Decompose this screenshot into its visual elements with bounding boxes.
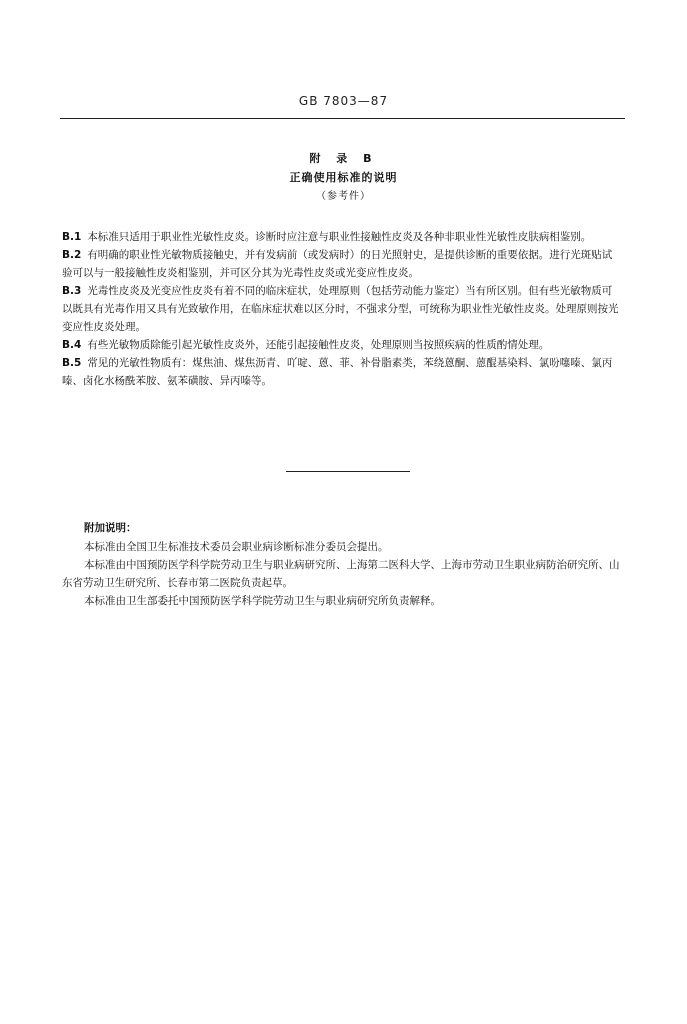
clause-text: 光毒性皮炎及光变应性皮炎有着不同的临床症状，处理原则（包括劳动能力鉴定）当有所区别。但有些光敏物质可以既具有光毒作用又具有光致敏作用，在临床症状难以区分时，不强求分型，可统称为职业性光敏性皮炎。处理原则按光变应性皮炎处理。 [62, 285, 619, 333]
header-rule [60, 118, 625, 119]
clause-number: B.3 [62, 285, 82, 297]
notes-line-interpreter: 本标准由卫生部委托中国预防医学科学院劳动卫生与职业病研究所负责解释。 [84, 595, 441, 607]
clause-list [62, 228, 622, 390]
appendix-note: （参考件） [316, 191, 371, 202]
additional-notes [62, 519, 622, 610]
notes-heading: 附加说明： [84, 522, 137, 534]
notes-line-drafters: 本标准由中国预防医学科学院劳动卫生与职业病研究所、上海第二医科大学、上海市劳动卫生职业病防治研究所、山东省劳动卫生研究所、长春市第二医院负责起草。 [62, 559, 620, 589]
clause-text: 常见的光敏性物质有：煤焦油、煤焦沥青、吖啶、蒽、菲、补骨脂素类，苯绕蒽酮、蒽醌基染料、氯吩噻嗪、氯丙嗪、卤化水杨酰苯胺、氨苯磺胺、异丙嗪等。 [62, 357, 613, 387]
section-divider [286, 471, 410, 472]
clause-b5 [62, 354, 622, 390]
clause-b1 [62, 228, 622, 246]
appendix-label: 附 录 B [309, 152, 378, 165]
clause-number: B.4 [62, 339, 82, 351]
clause-number: B.2 [62, 249, 82, 261]
clause-number: B.1 [62, 231, 82, 243]
clause-b2 [62, 246, 622, 282]
clause-number: B.5 [62, 357, 82, 369]
clause-text: 本标准只适用于职业性光敏性皮炎。诊断时应注意与职业性接触性皮炎及各种非职业性光敏性皮肤病相鉴别。 [87, 231, 592, 243]
clause-b3 [62, 282, 622, 336]
notes-line-proposer: 本标准由全国卫生标准技术委员会职业病诊断标准分委员会提出。 [84, 541, 389, 553]
clause-text: 有明确的职业性光敏物质接触史，并有发病前（或发病时）的日光照射史，是提供诊断的重要依据。进行光斑贴试验可以与一般接触性皮炎相鉴别，并可区分其为光毒性皮炎或光变应性皮炎。 [62, 249, 613, 279]
clause-b4 [62, 336, 622, 354]
standard-code: GB 7803—87 [298, 94, 389, 108]
clause-text: 有些光敏物质除能引起光敏性皮炎外，还能引起接触性皮炎，处理原则当按照疾病的性质酌情处理。 [87, 339, 550, 351]
appendix-title: 正确使用标准的说明 [289, 171, 398, 184]
